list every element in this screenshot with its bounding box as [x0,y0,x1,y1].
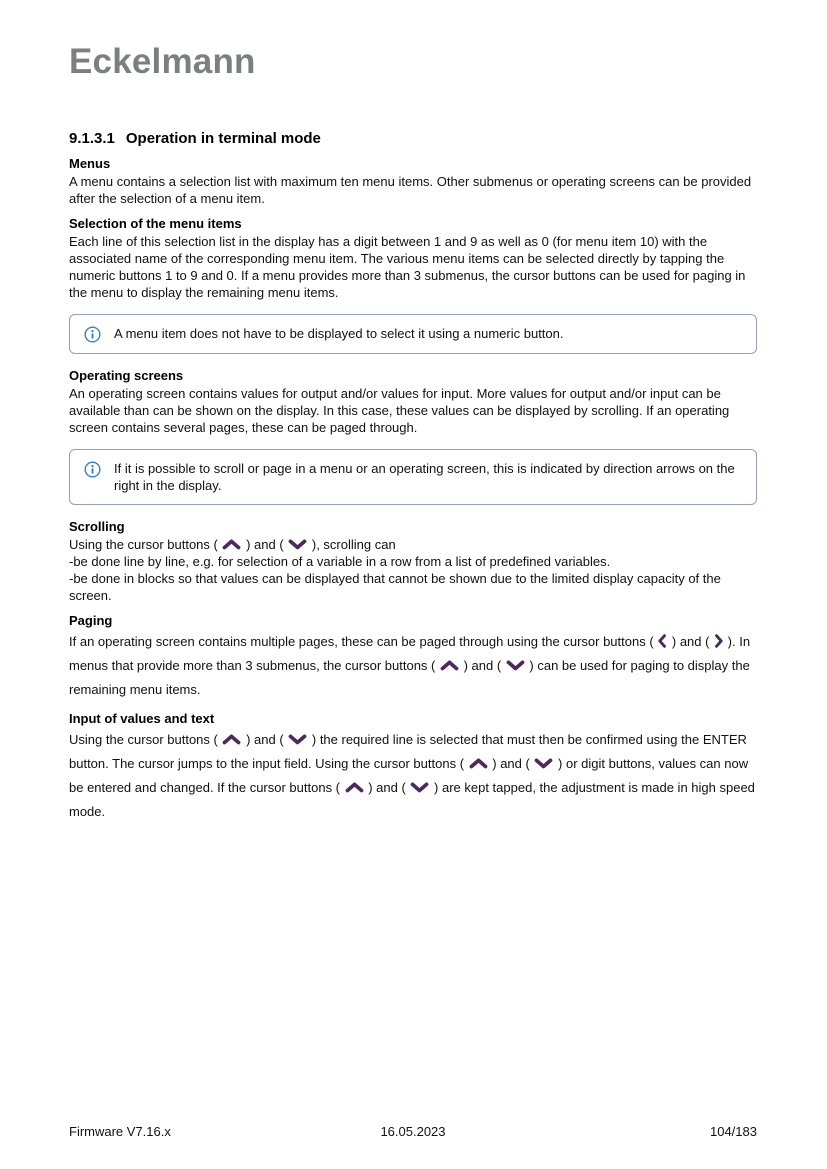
logo: Eckelmann [69,42,256,81]
text-run: ) can be used for paging to display the remaining menu items. [69,658,750,697]
chevron-down-icon [287,537,308,551]
text-run: -be done in blocks so that values can be displayed that cannot be shown due to the limited display capacity of the screen. [69,571,721,603]
heading-number: 9.1.3.1 [69,130,115,147]
text-run: ) and ( [242,537,288,552]
chevron-down-icon [287,732,308,746]
text-run: ) and ( [364,780,410,795]
text-run: ), scrolling can [308,537,396,552]
selection-body: Each line of this selection list in the display has a digit between 1 and 9 as well as 0 (for menu item 10) with the associated name of the corresponding menu item. The various menu items can be selected directly by tapping the numeric buttons 1 to 9 and 0. If a menu provides more than 3 submenus, the cursor buttons can be used for paging in the menu to display the remaining menu items. [69,234,746,300]
selection-heading: Selection of the menu items [69,216,242,231]
scrolling-heading: Scrolling [69,519,125,534]
text-run: Using the cursor buttons ( [69,732,222,747]
operating-screens-heading: Operating screens [69,368,184,383]
chevron-up-icon [344,780,365,794]
text-run: If an operating screen contains multiple pages, these can be paged through using the cursor buttons ( [69,634,658,649]
chevron-down-icon [409,780,430,794]
info-note-1 [69,314,757,354]
chevron-down-icon [505,658,526,672]
chevron-up-icon [468,756,489,770]
chevron-right-icon [713,633,724,649]
footer-firmware: Firmware V7.16.x [69,1124,171,1139]
paging-heading: Paging [69,613,113,628]
text-run: ) or digit buttons, values can now be entered and changed. If the cursor buttons ( [69,756,749,795]
heading-title: Operation in terminal mode [125,130,321,147]
menus-heading: Menus [69,156,111,171]
text-run: ) and ( [488,756,534,771]
text-run: -be done line by line, e.g. for selection of a variable in a row from a list of predefined variables. [69,554,611,569]
menus-body: A menu contains a selection list with maximum ten menu items. Other submenus or operating screens can be provided after the selection of a menu item. [69,174,752,206]
chevron-left-icon [657,633,668,649]
chevron-up-icon [439,658,460,672]
footer-date: 16.05.2023 [380,1124,446,1139]
page-footer [69,1124,757,1139]
footer-page-number: 104/183 [709,1124,757,1139]
operating-screens-body: An operating screen contains values for output and/or values for input. More values for output and/or input can be available than can be shown on the display. In this case, these values can be displayed by scrolling. If an operating screen contains several pages, these can be paged through. [69,386,730,435]
text-run: ) and ( [668,634,714,649]
text-run: ) are kept tapped, the adjustment is made in high speed mode. [69,780,755,819]
section-heading [69,130,757,147]
info-note-2 [69,449,757,505]
note-text: If it is possible to scroll or page in a menu or an operating screen, this is indicated by direction arrows on the right in the display. [114,461,735,493]
paging-body [69,630,757,702]
text-run: ) and ( [459,658,505,673]
scrolling-body [69,536,757,604]
info-circle-icon [84,461,101,478]
chevron-down-icon [533,756,554,770]
text-run: ) the required line is selected that must then be confirmed using the ENTER button. The cursor jumps to the input field. Using the cursor buttons ( [69,732,747,771]
text-run: ). In menus that provide more than 3 submenus, the cursor buttons ( [69,634,751,673]
chevron-up-icon [221,537,242,551]
input-heading: Input of values and text [69,711,215,726]
text-run: ) and ( [242,732,288,747]
input-body [69,728,757,824]
chevron-up-icon [221,732,242,746]
info-circle-icon [84,326,101,343]
note-text: A menu item does not have to be displayed to select it using a numeric button. [114,326,564,341]
text-run: Using the cursor buttons ( [69,537,222,552]
